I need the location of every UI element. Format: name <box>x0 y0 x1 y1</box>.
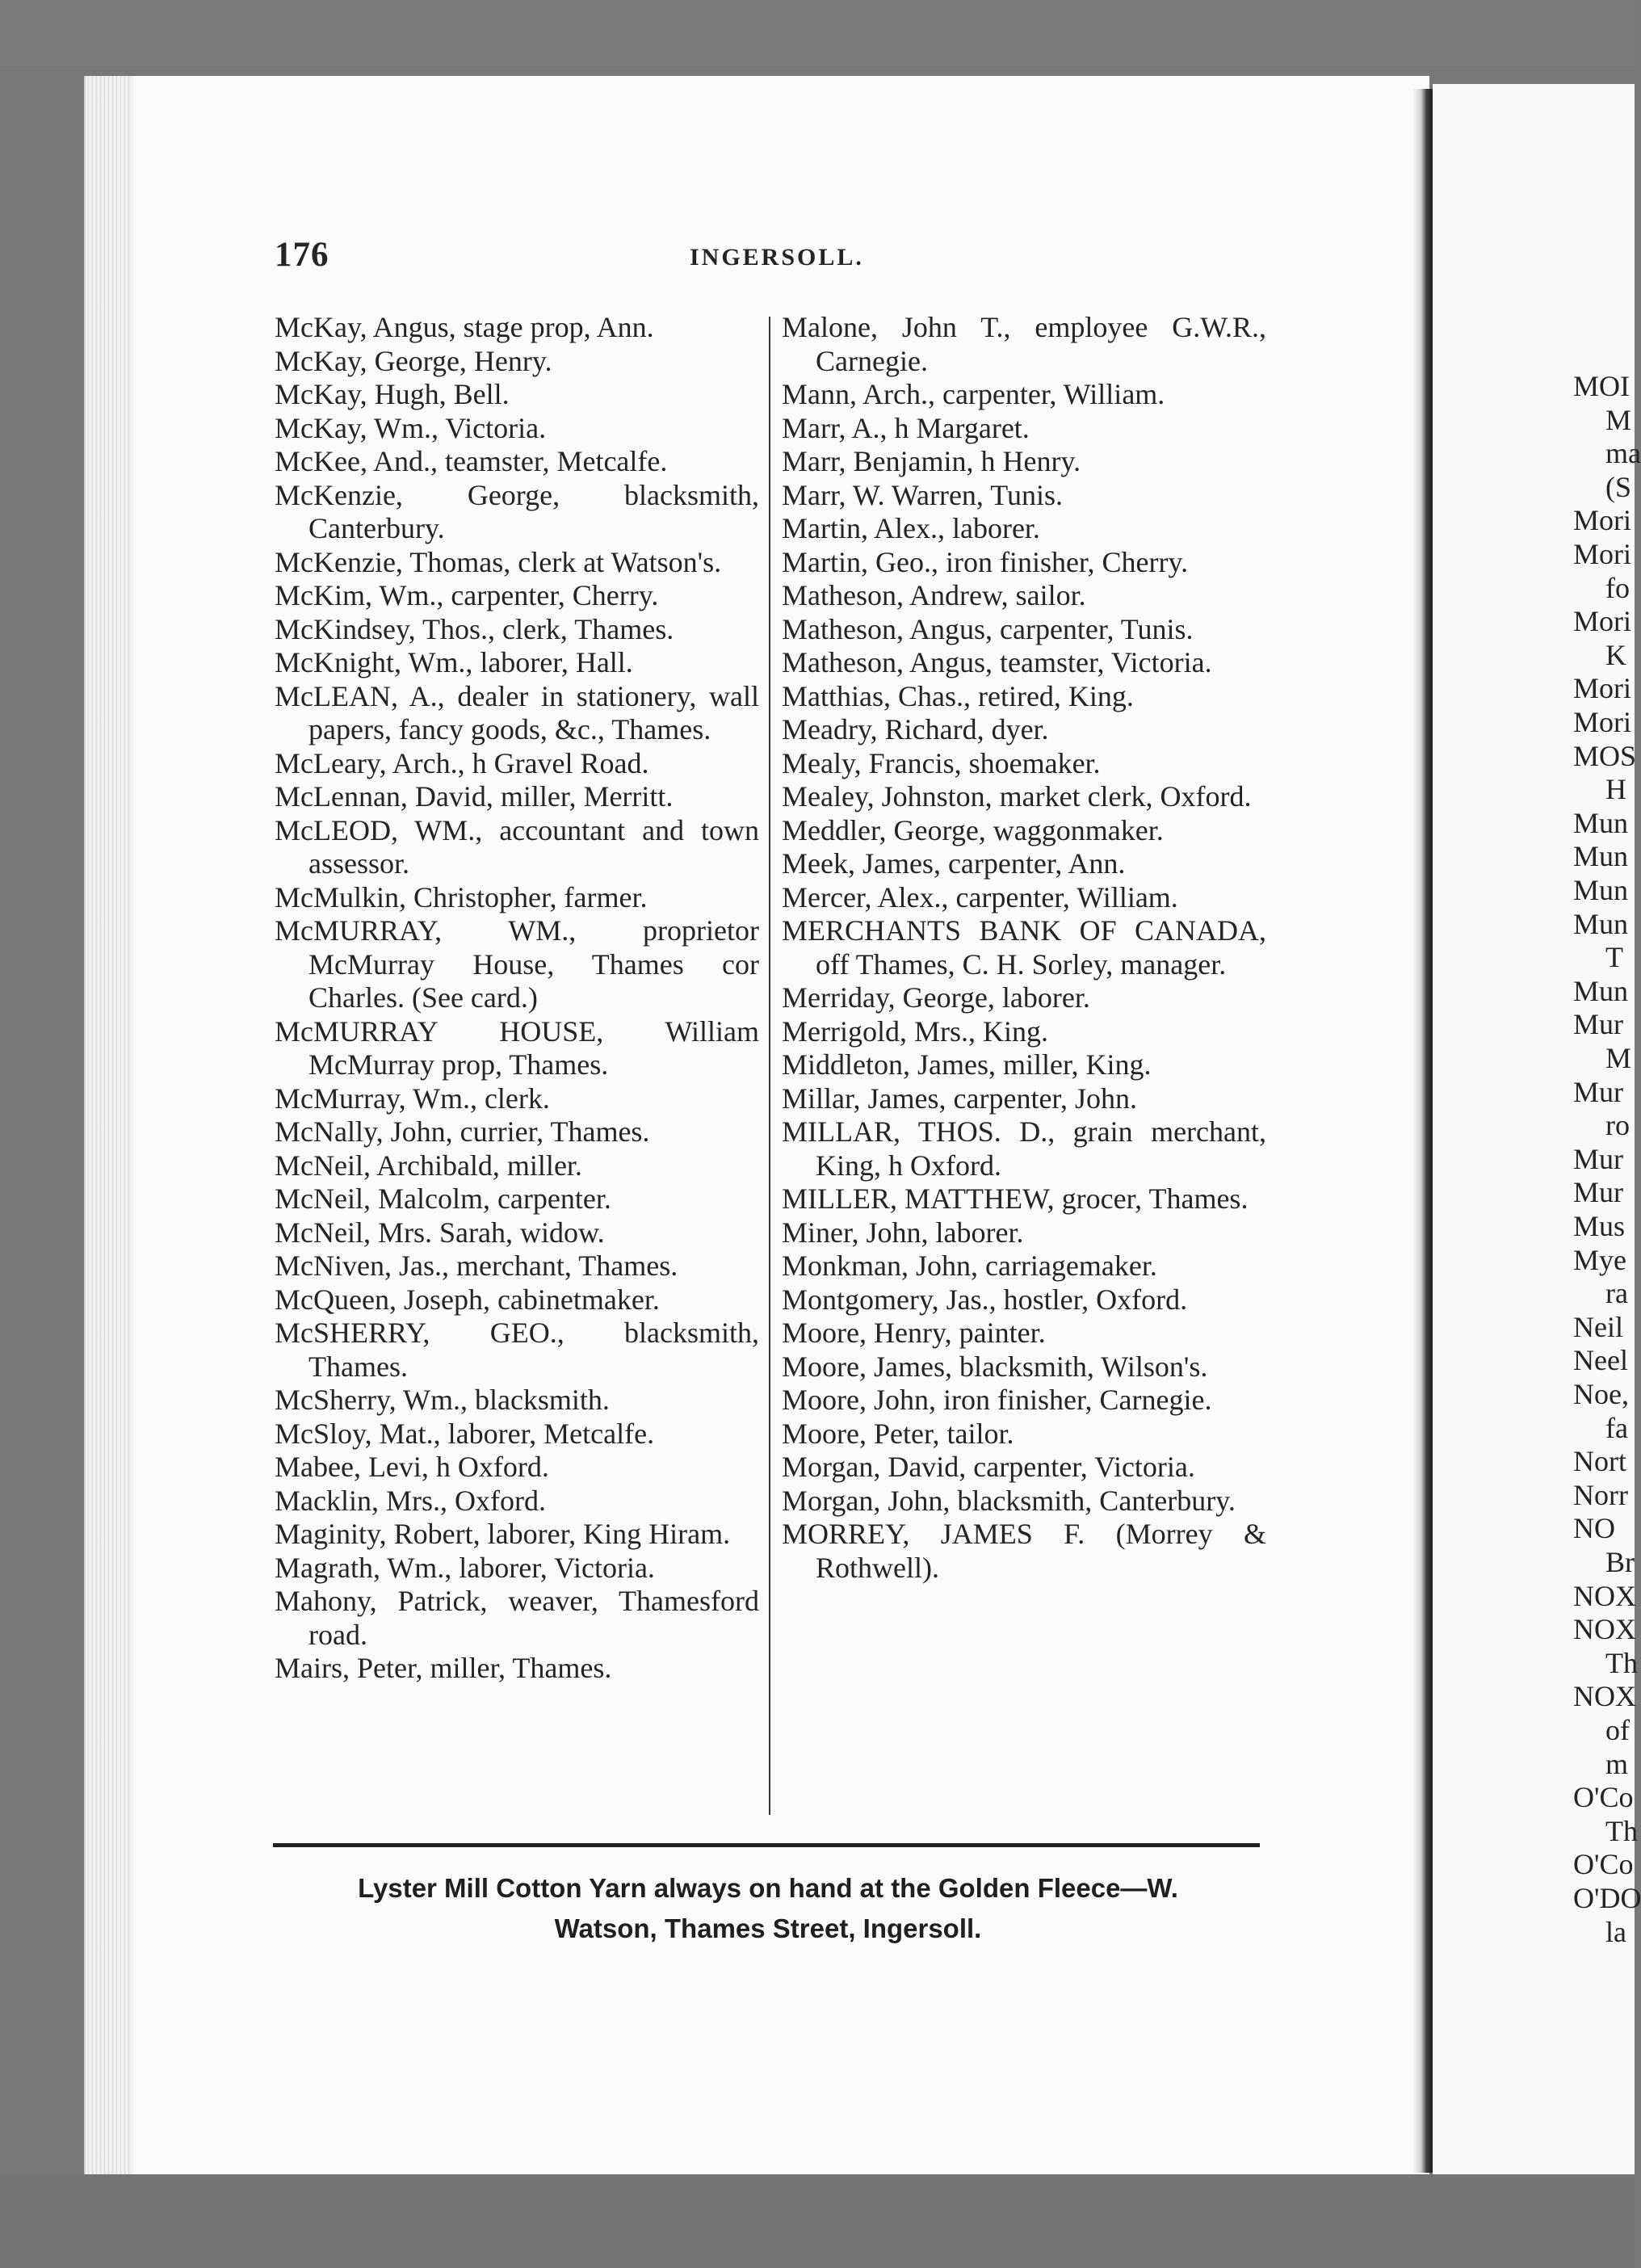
facing-page-fragment: NOX <box>1573 1580 1636 1612</box>
facing-page-fragment: H <box>1605 773 1626 805</box>
footer-line: Watson, Thames Street, Ingersoll. <box>554 1913 982 1943</box>
directory-entry: McLennan, David, miller, Merritt. <box>275 780 674 813</box>
directory-entry: Monkman, John, carriagemaker. <box>782 1250 1157 1282</box>
directory-entry: McNeil, Mrs. Sarah, widow. <box>275 1216 605 1249</box>
directory-entry: McKindsey, Thos., clerk, Thames. <box>275 612 674 645</box>
facing-page-fragment: T <box>1605 941 1623 973</box>
facing-page-fragment: Mori <box>1573 538 1631 570</box>
facing-page-fragment: Mori <box>1573 504 1631 536</box>
directory-entry: Mann, Arch., carpenter, William. <box>782 378 1165 410</box>
directory-entry: McMurray, Wm., clerk. <box>275 1082 550 1115</box>
running-head: INGERSOLL. <box>690 244 864 271</box>
directory-entry: McMURRAY HOUSE, William McMurray prop, Thames. <box>275 1014 759 1081</box>
directory-entry: McKay, Wm., Victoria. <box>275 411 547 444</box>
directory-entry: Mealey, Johnston, market clerk, Oxford. <box>782 780 1252 813</box>
directory-entry: Millar, James, carpenter, John. <box>782 1082 1137 1115</box>
facing-page-fragment: Noe, <box>1573 1378 1629 1410</box>
facing-page-fragment: Mye <box>1573 1244 1626 1276</box>
directory-entry: Marr, W. Warren, Tunis. <box>782 478 1064 511</box>
directory-entry: Morgan, David, carpenter, Victoria. <box>782 1451 1195 1483</box>
directory-column-left <box>275 311 759 1686</box>
directory-entry: McKay, George, Henry. <box>275 344 552 377</box>
directory-entry: Marr, A., h Margaret. <box>782 411 1030 444</box>
directory-entry: Miner, John, laborer. <box>782 1216 1024 1249</box>
directory-entry: McNally, John, currier, Thames. <box>275 1115 650 1148</box>
facing-page-fragment: ra <box>1605 1277 1628 1309</box>
facing-page <box>1433 84 1641 2174</box>
facing-page-fragment: Mun <box>1573 874 1629 906</box>
scan-top-margin <box>0 0 1635 69</box>
facing-page-fragment: Mur <box>1573 1176 1623 1208</box>
facing-page-fragment: M <box>1605 1042 1632 1074</box>
facing-page-fragment: MOI <box>1573 370 1630 402</box>
directory-entry: MERCHANTS BANK OF CANADA, off Thames, C. H. Sorley, manager. <box>782 914 1266 981</box>
facing-page-fragment: NOX <box>1573 1680 1636 1712</box>
facing-page-fragment: O'Co <box>1573 1848 1634 1880</box>
directory-entry: Meadry, Richard, dyer. <box>782 713 1049 746</box>
facing-page-fragment: fa <box>1605 1412 1628 1444</box>
directory-entry: McNeil, Archibald, miller. <box>275 1149 582 1182</box>
facing-page-fragment: m <box>1605 1748 1629 1780</box>
facing-page-fragment: Th <box>1605 1647 1638 1679</box>
facing-page-fragment: la <box>1605 1916 1626 1948</box>
facing-page-fragment: ma <box>1605 437 1641 469</box>
facing-page-fragment: (S <box>1605 471 1632 503</box>
directory-entry: McSloy, Mat., laborer, Metcalfe. <box>275 1417 655 1450</box>
facing-page-fragment: Br <box>1605 1546 1635 1578</box>
directory-entry: McSHERRY, GEO., blacksmith, Thames. <box>275 1317 759 1383</box>
facing-page-fragment: Mun <box>1573 840 1629 872</box>
directory-entry: MILLAR, THOS. D., grain merchant, King, h Oxford. <box>782 1115 1266 1182</box>
directory-entry: Maginity, Robert, laborer, King Hiram. <box>275 1518 731 1550</box>
facing-page-fragment: O'DO <box>1573 1882 1641 1914</box>
book-gutter <box>1413 89 1433 2173</box>
facing-page-fragment: Norr <box>1573 1479 1628 1511</box>
directory-entry: Moore, James, blacksmith, Wilson's. <box>782 1350 1208 1383</box>
directory-entry: McMURRAY, WM., proprietor McMurray House, Thames cor Charles. (See card.) <box>275 914 759 1014</box>
footer-line: Lyster Mill Cotton Yarn always on hand at the Golden Fleece—W. <box>358 1873 1178 1903</box>
directory-entry: Martin, Alex., laborer. <box>782 512 1040 544</box>
footer-advertisement <box>275 1868 1261 1949</box>
facing-page-fragment: Mun <box>1573 908 1629 940</box>
facing-page-fragment: O'Co <box>1573 1781 1634 1813</box>
facing-page-fragment: Mori <box>1573 672 1631 704</box>
directory-entry: McMulkin, Christopher, farmer. <box>275 880 648 914</box>
directory-entry: McKim, Wm., carpenter, Cherry. <box>275 579 659 611</box>
column-divider <box>769 317 770 1815</box>
facing-page-fragment: Mur <box>1573 1076 1623 1108</box>
facing-page-fragment: Mori <box>1573 605 1631 637</box>
directory-entry: Moore, Peter, tailor. <box>782 1417 1014 1450</box>
directory-entry: Macklin, Mrs., Oxford. <box>275 1484 546 1517</box>
directory-entry: Marr, Benjamin, h Henry. <box>782 445 1081 477</box>
directory-entry: McLEOD, WM., accountant and town assessor. <box>275 813 759 880</box>
facing-page-fragment: Mun <box>1573 807 1629 839</box>
directory-entry: McKay, Angus, stage prop, Ann. <box>275 311 654 343</box>
directory-entry: Mealy, Francis, shoemaker. <box>782 746 1101 779</box>
scan-bottom-margin <box>0 2173 1635 2268</box>
facing-page-fragment: ro <box>1605 1109 1630 1141</box>
facing-page-fragment: Mun <box>1573 975 1629 1007</box>
directory-entry: Meddler, George, waggonmaker. <box>782 813 1164 846</box>
facing-page-fragment: Neil <box>1573 1311 1623 1343</box>
facing-page-fragment: Mur <box>1573 1008 1623 1040</box>
facing-page-fragment: Mori <box>1573 706 1631 738</box>
directory-entry: McLeary, Arch., h Gravel Road. <box>275 746 649 779</box>
facing-page-fragment: NO <box>1573 1512 1615 1544</box>
footer-rule <box>273 1843 1260 1847</box>
directory-entry: McSherry, Wm., blacksmith. <box>275 1384 610 1416</box>
directory-entry: McQueen, Joseph, cabinetmaker. <box>275 1283 660 1316</box>
facing-page-fragment: NOX <box>1573 1613 1636 1645</box>
facing-page-fragment: Nort <box>1573 1445 1626 1477</box>
directory-entry: Malone, John T., employee G.W.R., Carnegie. <box>782 311 1266 377</box>
facing-page-fragment: M <box>1605 404 1632 436</box>
facing-page-fragment: fo <box>1605 572 1630 604</box>
page-number: 176 <box>275 236 329 274</box>
directory-entry: Martin, Geo., iron finisher, Cherry. <box>782 545 1189 578</box>
directory-entry: McNeil, Malcolm, carpenter. <box>275 1182 611 1215</box>
facing-page-fragment: Mus <box>1573 1210 1626 1242</box>
directory-entry: Montgomery, Jas., hostler, Oxford. <box>782 1283 1188 1316</box>
directory-entry: Mairs, Peter, miller, Thames. <box>275 1652 612 1684</box>
facing-page-fragment: of <box>1605 1714 1630 1746</box>
directory-entry: McNiven, Jas., merchant, Thames. <box>275 1250 678 1282</box>
facing-page-fragment: MOS <box>1573 740 1637 772</box>
facing-page-fragment: Mur <box>1573 1143 1623 1175</box>
directory-entry: Moore, John, iron finisher, Carnegie. <box>782 1384 1212 1416</box>
directory-entry: Merriday, George, laborer. <box>782 981 1090 1014</box>
facing-page-fragment: Neel <box>1573 1344 1628 1376</box>
directory-entry: MORREY, JAMES F. (Morrey & Rothwell). <box>782 1518 1266 1584</box>
directory-entry: Meek, James, carpenter, Ann. <box>782 847 1126 880</box>
directory-entry: Merrigold, Mrs., King. <box>782 1014 1048 1048</box>
directory-entry: MILLER, MATTHEW, grocer, Thames. <box>782 1182 1249 1215</box>
directory-entry: McKay, Hugh, Bell. <box>275 378 510 410</box>
directory-entry: Matthias, Chas., retired, King. <box>782 679 1134 712</box>
directory-entry: McKenzie, George, blacksmith, Canterbury. <box>275 478 759 544</box>
directory-entry: Matheson, Angus, carpenter, Tunis. <box>782 612 1194 645</box>
book-page-edges <box>84 76 139 2174</box>
directory-entry: Mabee, Levi, h Oxford. <box>275 1451 549 1483</box>
directory-entry: McKee, And., teamster, Metcalfe. <box>275 445 668 477</box>
directory-column-right <box>782 311 1266 1585</box>
directory-entry: Matheson, Angus, teamster, Victoria. <box>782 646 1212 678</box>
directory-entry: McKnight, Wm., laborer, Hall. <box>275 646 633 678</box>
directory-entry: Morgan, John, blacksmith, Canterbury. <box>782 1484 1236 1517</box>
directory-entry: Mercer, Alex., carpenter, William. <box>782 880 1178 914</box>
directory-entry: Middleton, James, miller, King. <box>782 1048 1152 1081</box>
directory-entry: McLEAN, A., dealer in stationery, wall papers, fancy goods, &c., Thames. <box>275 679 759 746</box>
directory-entry: Mahony, Patrick, weaver, Thamesford road. <box>275 1585 759 1651</box>
facing-page-fragment: K <box>1605 639 1626 671</box>
directory-entry: Moore, Henry, painter. <box>782 1317 1046 1349</box>
directory-entry: Magrath, Wm., laborer, Victoria. <box>275 1551 655 1584</box>
directory-entry: McKenzie, Thomas, clerk at Watson's. <box>275 545 722 578</box>
directory-entry: Matheson, Andrew, sailor. <box>782 579 1086 611</box>
facing-page-fragment: Th <box>1605 1815 1638 1847</box>
